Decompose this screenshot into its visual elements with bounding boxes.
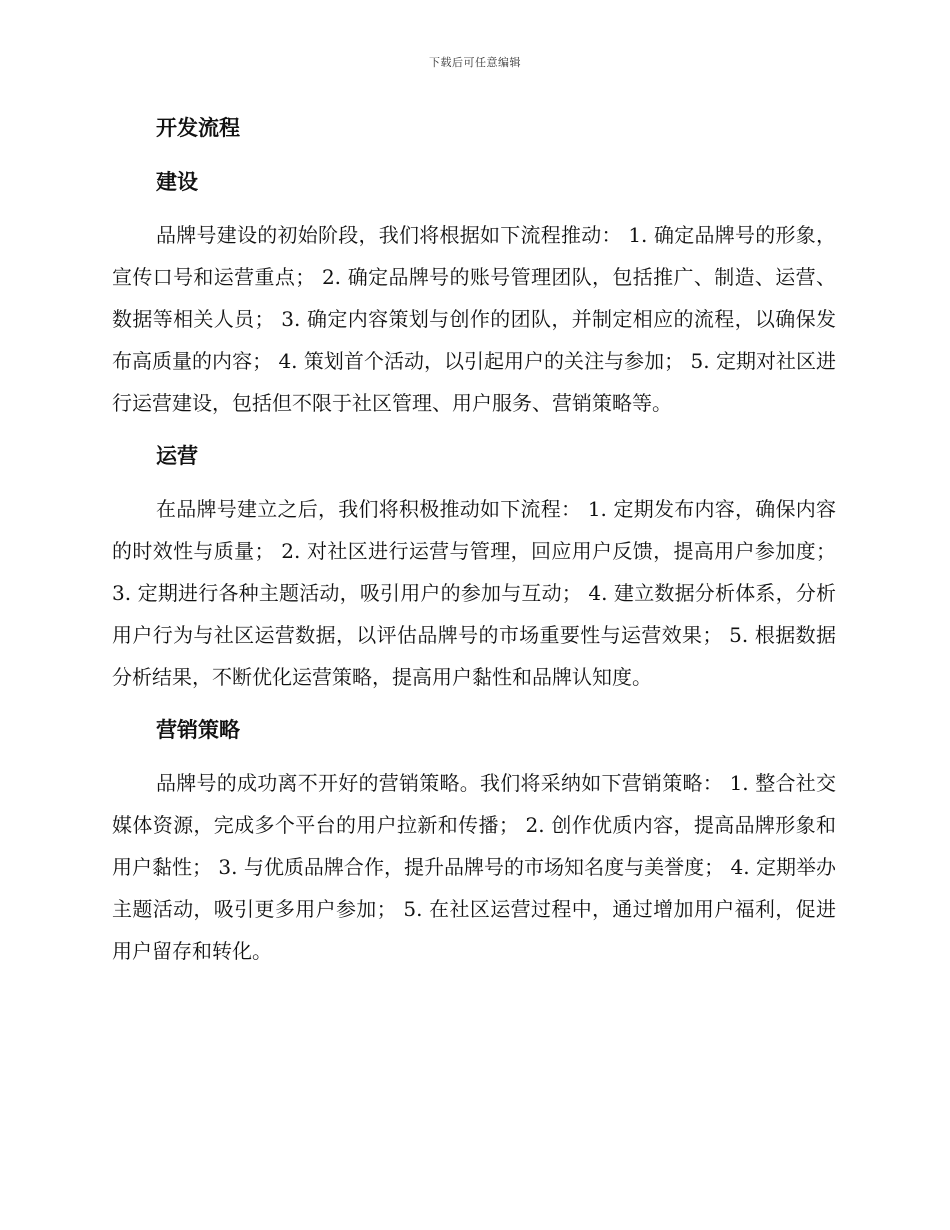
- document-title: 开发流程: [156, 116, 240, 140]
- section-construction: [112, 162, 836, 436]
- section-heading: 建设: [156, 170, 198, 194]
- document-body: [112, 108, 836, 972]
- section-operations: [112, 436, 836, 710]
- section-paragraph: 品牌号建设的初始阶段，我们将根据如下流程推动： 1. 确定品牌号的形象，宣传口号和运营重点； 2. 确定品牌号的账号管理团队，包括推广、制造、运营、数据等相关人员； 3. 确定内容策划与创作的团队，并制定相应的流程，以确保发布高质量的内容； 4. 策划首个活动，以引起用户的关注与参加； 5. 定期对社区进行运营建设，包括但不限于社区管理、用户服务、营销策略等。: [112, 223, 836, 415]
- section-heading: 运营: [156, 444, 198, 468]
- section-paragraph: 在品牌号建立之后，我们将积极推动如下流程： 1. 定期发布内容，确保内容的时效性与质量； 2. 对社区进行运营与管理，回应用户反馈，提高用户参加度； 3. 定期进行各种主题活动，吸引用户的参加与互动； 4. 建立数据分析体系，分析用户行为与社区运营数据，以评估品牌号的市场重要性与运营效果； 5. 根据数据分析结果，不断优化运营策略，提高用户黏性和品牌认知度。: [112, 497, 836, 689]
- section-heading: 营销策略: [156, 718, 240, 742]
- page-header: 下载后可任意编辑: [429, 56, 521, 69]
- section-marketing-strategy: [112, 710, 836, 972]
- section-paragraph: 品牌号的成功离不开好的营销策略。我们将采纳如下营销策略： 1. 整合社交媒体资源，完成多个平台的用户拉新和传播； 2. 创作优质内容，提高品牌形象和用户黏性； 3. 与优质品牌合作，提升品牌号的市场知名度与美誉度； 4. 定期举办主题活动，吸引更多用户参加； 5. 在社区运营过程中，通过增加用户福利，促进用户留存和转化。: [112, 771, 836, 963]
